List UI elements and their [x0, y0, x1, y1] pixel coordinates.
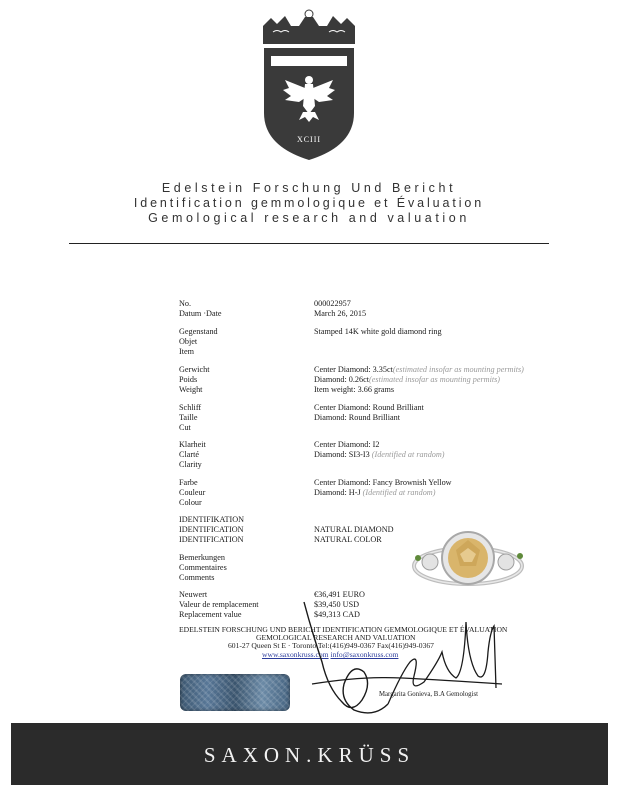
field-identification-label-fr: IDENTIFICATION: [179, 525, 244, 534]
field-identification-value-color: NATURAL COLOR: [314, 535, 382, 544]
field-clarity-value-side: [314, 450, 445, 460]
website-link[interactable]: www.saxonkruss.com: [262, 650, 329, 659]
field-clarity-value-center: Center Diamond: I2: [314, 440, 380, 449]
clarity-side-text: Diamond: SI3-I3: [314, 450, 372, 459]
field-cut-value-side: Diamond: Round Brilliant: [314, 413, 400, 422]
field-colour-value-center: Center Diamond: Fancy Brownish Yellow: [314, 478, 452, 487]
footer-line-1: EDELSTEIN FORSCHUNG UND BERICHT IDENTIFICATION GEMMOLOGIQUE ET ÉVALUATION: [179, 625, 508, 634]
field-weight-label-de: Gerwicht: [179, 365, 210, 374]
footer-line-2: GEMOLOGICAL RESEARCH AND VALUATION: [256, 633, 416, 642]
field-value-cad: $49,313 CAD: [314, 610, 360, 619]
brand-band: [11, 723, 608, 785]
field-weight-value-item: Item weight: 3.66 grams: [314, 385, 395, 394]
header-line-english: Gemological research and valuation: [148, 211, 470, 225]
field-colour-label-en: Colour: [179, 498, 202, 507]
field-date-label: Datum ·Date: [179, 309, 222, 318]
field-comments-label-en: Comments: [179, 573, 215, 582]
weight-center-text: Center Diamond: 3.35ct: [314, 365, 393, 374]
field-value-label-en: Replacement value: [179, 610, 242, 619]
field-clarity-label-fr: Clarté: [179, 450, 200, 459]
field-identification-label-de: IDENTIFIKATION: [179, 515, 245, 524]
field-weight-label-fr: Poids: [179, 375, 198, 384]
ring-photo: [408, 528, 528, 596]
field-cut-value-center: Center Diamond: Round Brilliant: [314, 403, 424, 412]
signatory-name: Margarita Gonieva, B.A Gemologist: [379, 691, 478, 698]
field-identification-label-en: IDENTIFICATION: [179, 535, 244, 544]
field-weight-label-en: Weight: [179, 385, 203, 394]
field-item-label-en: Item: [179, 347, 195, 356]
field-item-value: Stamped 14K white gold diamond ring: [314, 327, 442, 336]
brand-name: SAXON.KRÜSS: [203, 743, 416, 767]
weight-center-note: (estimated insofar as mounting permits): [392, 365, 524, 374]
field-cut-label-de: Schliff: [179, 403, 202, 412]
header-line-french: Identification gemmologique et Évaluation: [133, 196, 485, 210]
handwritten-signature: [292, 592, 517, 720]
field-colour-value-side: [314, 488, 435, 498]
field-clarity-label-en: Clarity: [179, 460, 202, 469]
header-line-german: Edelstein Forschung Und Bericht: [161, 181, 457, 195]
clarity-side-note: (Identified at random): [371, 450, 445, 459]
crest-emblem: [259, 8, 359, 163]
field-item-label-de: Gegenstand: [179, 327, 218, 336]
email-link[interactable]: info@saxonkruss.com: [330, 650, 399, 659]
field-colour-label-de: Farbe: [179, 478, 198, 487]
field-number-label: No.: [179, 299, 192, 308]
field-weight-value-center: [314, 365, 524, 375]
field-weight-value-side: [314, 375, 500, 385]
field-cut-label-en: Cut: [179, 423, 191, 432]
field-number-value: 000022957: [314, 299, 351, 308]
footer-address: 601-27 Queen St E · Toronto Tel:(416)949-0367 Fax(416)949-0367: [228, 641, 434, 650]
field-value-label-de: Neuwert: [179, 590, 208, 599]
colour-side-note: (Identified at random): [362, 488, 436, 497]
field-comments-label-fr: Commentaires: [179, 563, 227, 572]
field-item-label-fr: Objet: [179, 337, 198, 346]
field-identification-value-diamond: NATURAL DIAMOND: [314, 525, 394, 534]
field-value-usd: $39,450 USD: [314, 600, 360, 609]
header-divider: [69, 243, 549, 244]
hologram-seal: [180, 674, 290, 711]
weight-side-note: (estimated insofar as mounting permits): [369, 375, 501, 384]
field-date-value: March 26, 2015: [314, 309, 367, 318]
field-comments-label-de: Bemerkungen: [179, 553, 225, 562]
field-value-euro: €36,491 EURO: [314, 590, 365, 599]
weight-side-text: Diamond: 0.26ct: [314, 375, 370, 384]
field-value-label-fr: Valeur de remplacement: [179, 600, 259, 609]
field-cut-label-fr: Taille: [179, 413, 198, 422]
field-colour-label-fr: Couleur: [179, 488, 206, 497]
field-clarity-label-de: Klarheit: [179, 440, 206, 449]
colour-side-text: Diamond: H-J: [314, 488, 363, 497]
crest-numeral: XCIII: [296, 135, 322, 144]
